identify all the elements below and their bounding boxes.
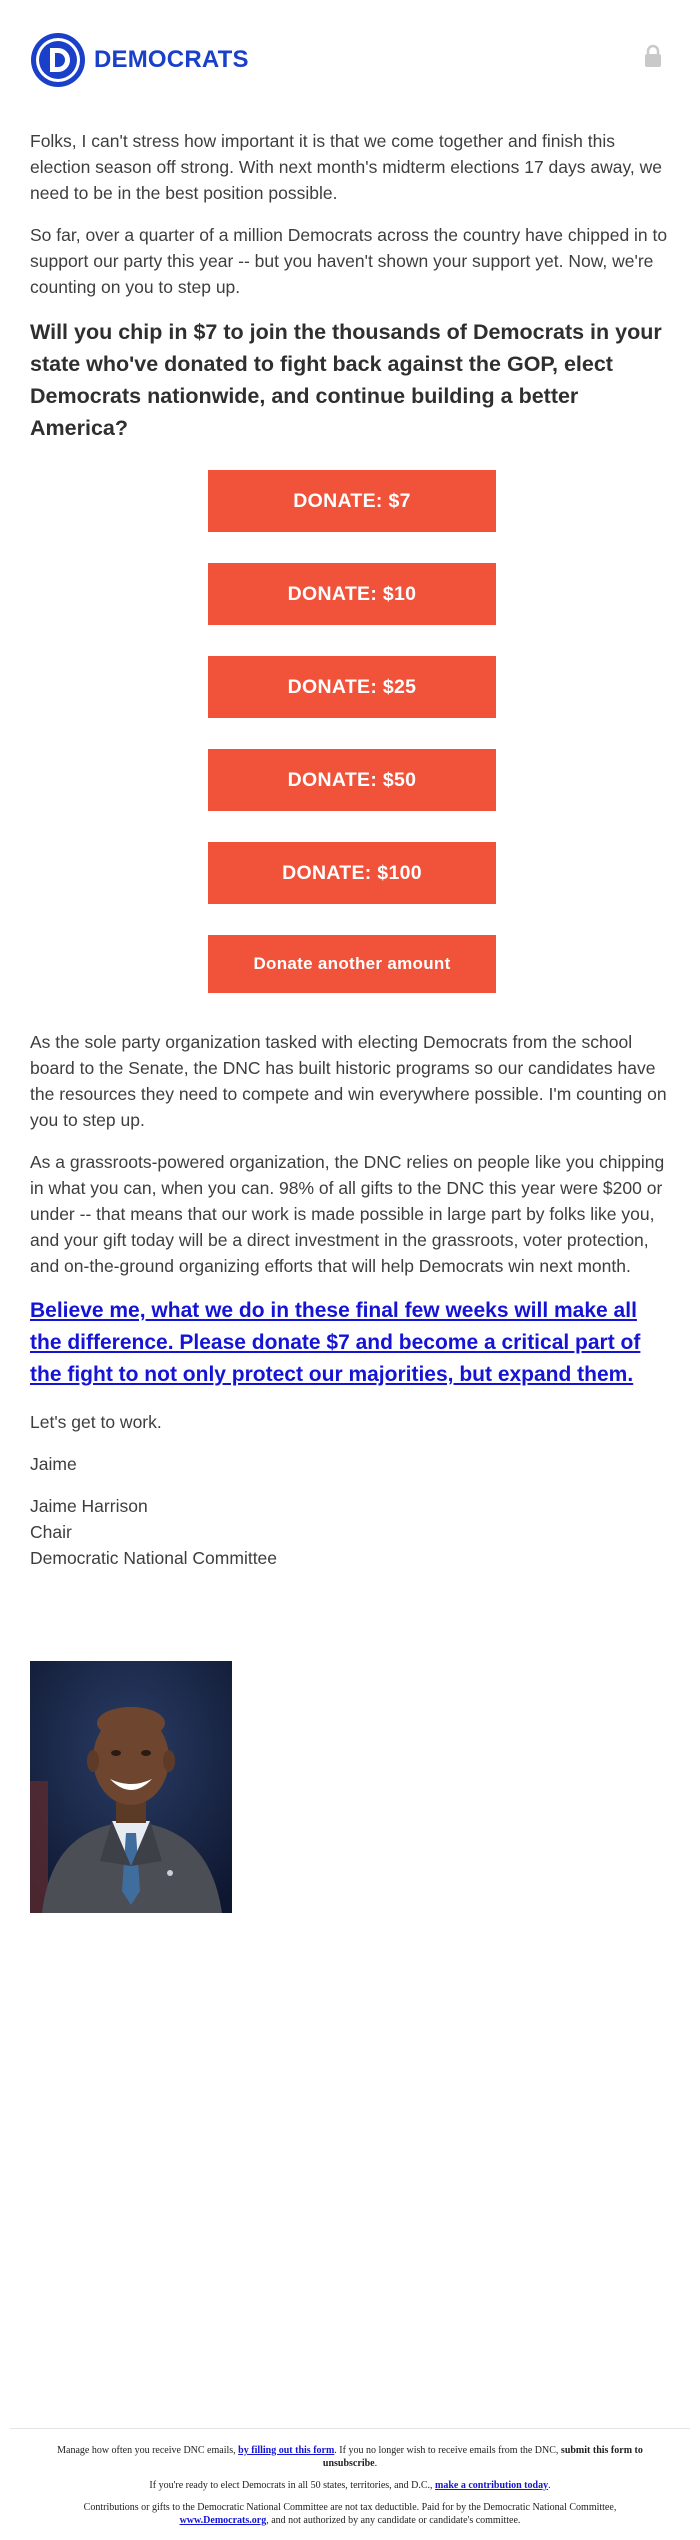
footer-text: Contributions or gifts to the Democratic National Committee are not tax deductible. Paid for by the Democratic National Committee, <box>83 2502 617 2513</box>
jaime-harrison-photo <box>30 1661 232 1913</box>
closing-line: Let's get to work. <box>30 1412 162 1432</box>
signature-first-name: Jaime <box>30 1454 77 1474</box>
footer-text: . If you no longer wish to receive emails from the DNC, <box>334 2445 561 2456</box>
footer-text: Manage how often you receive DNC emails, <box>57 2445 239 2456</box>
donate-cta-link[interactable]: Believe me, what we do in these final few weeks will make all the difference. Please donate $7 and become a critical part of the fight to not only protect our majorities, but expand them. <box>30 1299 641 1386</box>
donate-button-group <box>208 470 496 1024</box>
footer-disclaimer <box>40 2501 660 2527</box>
dnc-logo[interactable] <box>30 30 249 90</box>
contribute-link[interactable]: make a contribution today <box>435 2480 549 2491</box>
email-footer <box>40 2444 660 2536</box>
dnc-d-logo-icon <box>30 32 86 88</box>
body-paragraph-4: As a grassroots-powered organization, the DNC relies on people like you chipping in what you can, when you can. 98% of all gifts to the DNC this year were $200 or under -- that means that our work is made possible in large part by folks like you, and your gift today will be a direct investment in the grassroots, voter protection, and on-the-ground organizing efforts that will help Democrats win next month. <box>30 1152 665 1276</box>
donate-25-button[interactable]: DONATE: $25 <box>208 656 496 718</box>
footer-text: . <box>548 2480 551 2491</box>
donation-ask-heading: Will you chip in $7 to join the thousands of Democrats in your state who've donated to fight back against the GOP, elect Democrats nationwide, and continue building a better America? <box>30 320 662 440</box>
intro-section <box>30 128 670 444</box>
footer-manage-line <box>40 2444 660 2470</box>
logo-wordmark: DEMOCRATS <box>94 46 249 73</box>
portrait-illustration <box>30 1661 232 1913</box>
footer-text: , and not authorized by any candidate or candidate's committee. <box>266 2515 521 2526</box>
democrats-org-link[interactable]: www.Democrats.org <box>179 2515 267 2526</box>
email-header <box>30 30 670 90</box>
intro-paragraph-2: So far, over a quarter of a million Democrats across the country have chipped in to support our party this year -- but you haven't shown your support yet. Now, we're counting on you to step up. <box>30 225 668 297</box>
lock-icon <box>642 44 664 68</box>
footer-text: . <box>374 2458 378 2469</box>
footer-contribute-line <box>40 2479 660 2492</box>
manage-preferences-link[interactable]: by filling out this form <box>238 2445 335 2456</box>
footer-text: If you're ready to elect Democrats in all 50 states, territories, and D.C., <box>149 2480 436 2491</box>
donate-7-button[interactable]: DONATE: $7 <box>208 470 496 532</box>
donate-50-button[interactable]: DONATE: $50 <box>208 749 496 811</box>
donate-other-amount-button[interactable]: Donate another amount <box>208 935 496 993</box>
donate-100-button[interactable]: DONATE: $100 <box>208 842 496 904</box>
intro-paragraph-1: Folks, I can't stress how important it is that we come together and finish this election season off strong. With next month's midterm elections 17 days away, we need to be in the best position possible. <box>30 131 663 203</box>
body-paragraph-3: As the sole party organization tasked with electing Democrats from the school board to the Senate, the DNC has built historic programs so our candidates have the resources they need to compete and win everywhere possible. I'm counting on you to step up. <box>30 1032 667 1130</box>
footer-divider <box>10 2428 690 2429</box>
body-section <box>30 1029 670 1571</box>
signature-org: Democratic National Committee <box>30 1548 278 1568</box>
signature-name: Jaime Harrison <box>30 1496 148 1516</box>
unsubscribe-link[interactable]: submit this form to unsubscribe <box>322 2445 643 2469</box>
donate-10-button[interactable]: DONATE: $10 <box>208 563 496 625</box>
signature-title: Chair <box>30 1522 72 1542</box>
